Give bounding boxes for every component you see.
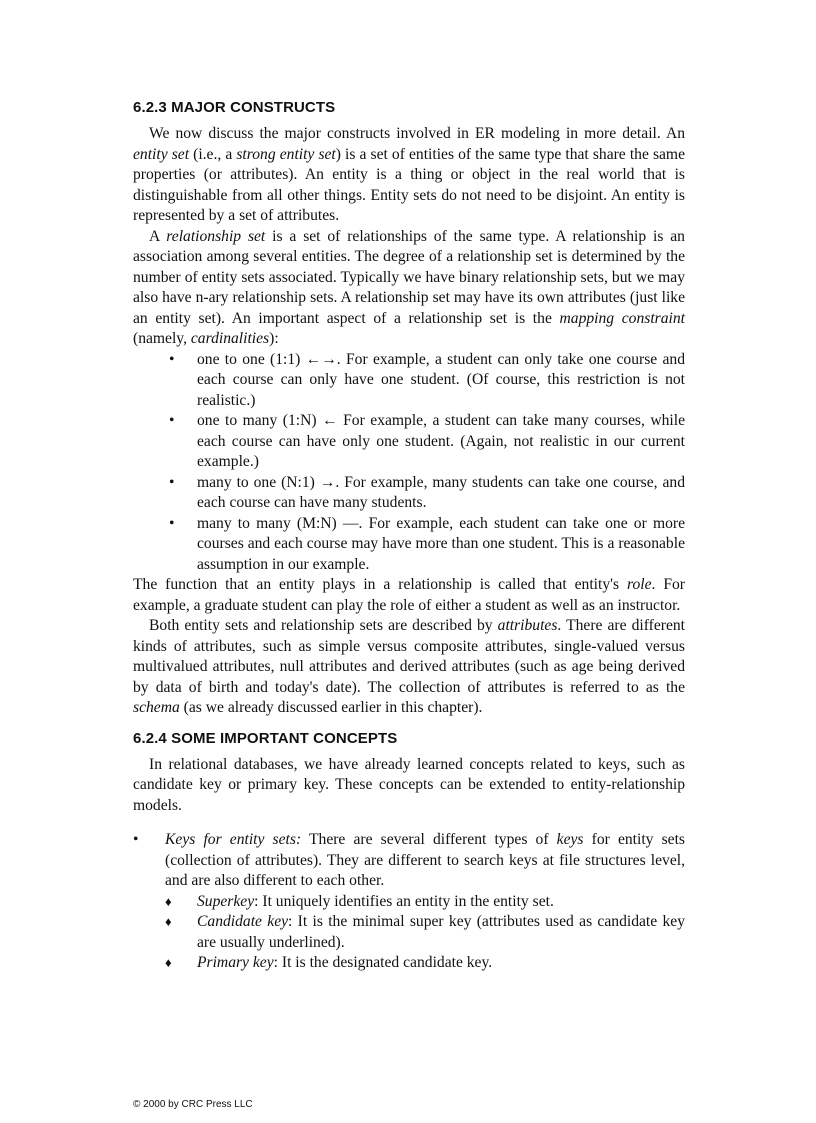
paragraph-relationship-set: A relationship set is a set of relationships of the same type. A relationship is an association among several entities. The degree of a relationship set is determined by the number of entity sets associated. Typically we have binary relationship sets, but we may also have n-ary relationship sets. A relationship set may have its own attributes (just like an entity set). An important aspect of a relationship set is the mapping constraint (namely, cardinalities): (133, 227, 685, 347)
diamond-bullet-icon: ♦ (165, 955, 172, 970)
list-item: • Keys for entity sets: There are several different types of keys for entity sets (collection of attributes). They are different to search keys at file structures level, and are also different to each other. ♦ Superkey: It uniquely identifies an entity in the entity set. ♦ Candidate key: It is the minimal super key (attributes used as candidate key are usually underlined). ♦ Primary key: It is the designated candidate key. (133, 830, 685, 974)
paragraph-role: The function that an entity plays in a relationship is called that entity's role. For example, a graduate student can play the role of either a student as well as an instructor. (133, 576, 685, 614)
keys-list (133, 830, 685, 974)
bullet-icon: • (169, 514, 175, 532)
list-item: • one to many (1:N) ← For example, a student can take many courses, while each course can have only one student. (Again, not realistic in our current example.) (169, 412, 685, 470)
bullet-icon: • (169, 350, 175, 368)
bullet-icon: • (133, 831, 139, 848)
list-item: ♦ Candidate key: It is the minimal super key (attributes used as candidate key are usually underlined). (165, 913, 685, 951)
bullet-icon: • (169, 412, 175, 429)
key-types-list (165, 892, 685, 974)
diamond-bullet-icon: ♦ (165, 893, 172, 909)
paragraph-entity-set: We now discuss the major constructs involved in ER modeling in more detail. An entity set (i.e., a strong entity set) is a set of entities of the same type that share the same properties (or attributes). An entity is a thing or object in the real world that is distinguishable from all other things. Entity sets do not need to be disjoint. An entity is represented by a set of attributes. (133, 125, 685, 224)
cardinality-list (133, 350, 685, 576)
copyright-footer: © 2000 by CRC Press LLC (133, 1099, 253, 1110)
bullet-icon: • (169, 473, 175, 491)
list-item: • one to one (1:1) ←→. For example, a student can only take one course and each course can only have one student. (Of course, this restriction is not realistic.) (169, 350, 685, 409)
list-item: • many to one (N:1) →. For example, many students can take one course, and each course can have many students. (169, 473, 685, 511)
section-heading-6-2-3: 6.2.3 MAJOR CONSTRUCTS (133, 99, 336, 116)
diamond-bullet-icon: ♦ (165, 914, 172, 929)
list-item: • many to many (M:N) —. For example, each student can take one or more courses and each course may have more than one student. This is a reasonable assumption in our example. (169, 514, 685, 573)
list-item: ♦ Primary key: It is the designated candidate key. (165, 953, 685, 974)
paragraph-keys-intro: In relational databases, we have already learned concepts related to keys, such as candidate key or primary key. These concepts can be extended to entity-relationship models. (133, 755, 685, 814)
list-item: ♦ Superkey: It uniquely identifies an entity in the entity set. (165, 892, 685, 913)
paragraph-attributes: Both entity sets and relationship sets are described by attributes. There are different kinds of attributes, such as simple versus composite attributes, single-valued versus multivalued attributes, null attributes and derived attributes (such as age being derived by data of birth and today's date). The collection of attributes is referred to as the schema (as we already discussed earlier in this chapter). (133, 617, 685, 716)
page-content (133, 98, 685, 974)
section-heading-6-2-4: 6.2.4 SOME IMPORTANT CONCEPTS (133, 729, 398, 747)
